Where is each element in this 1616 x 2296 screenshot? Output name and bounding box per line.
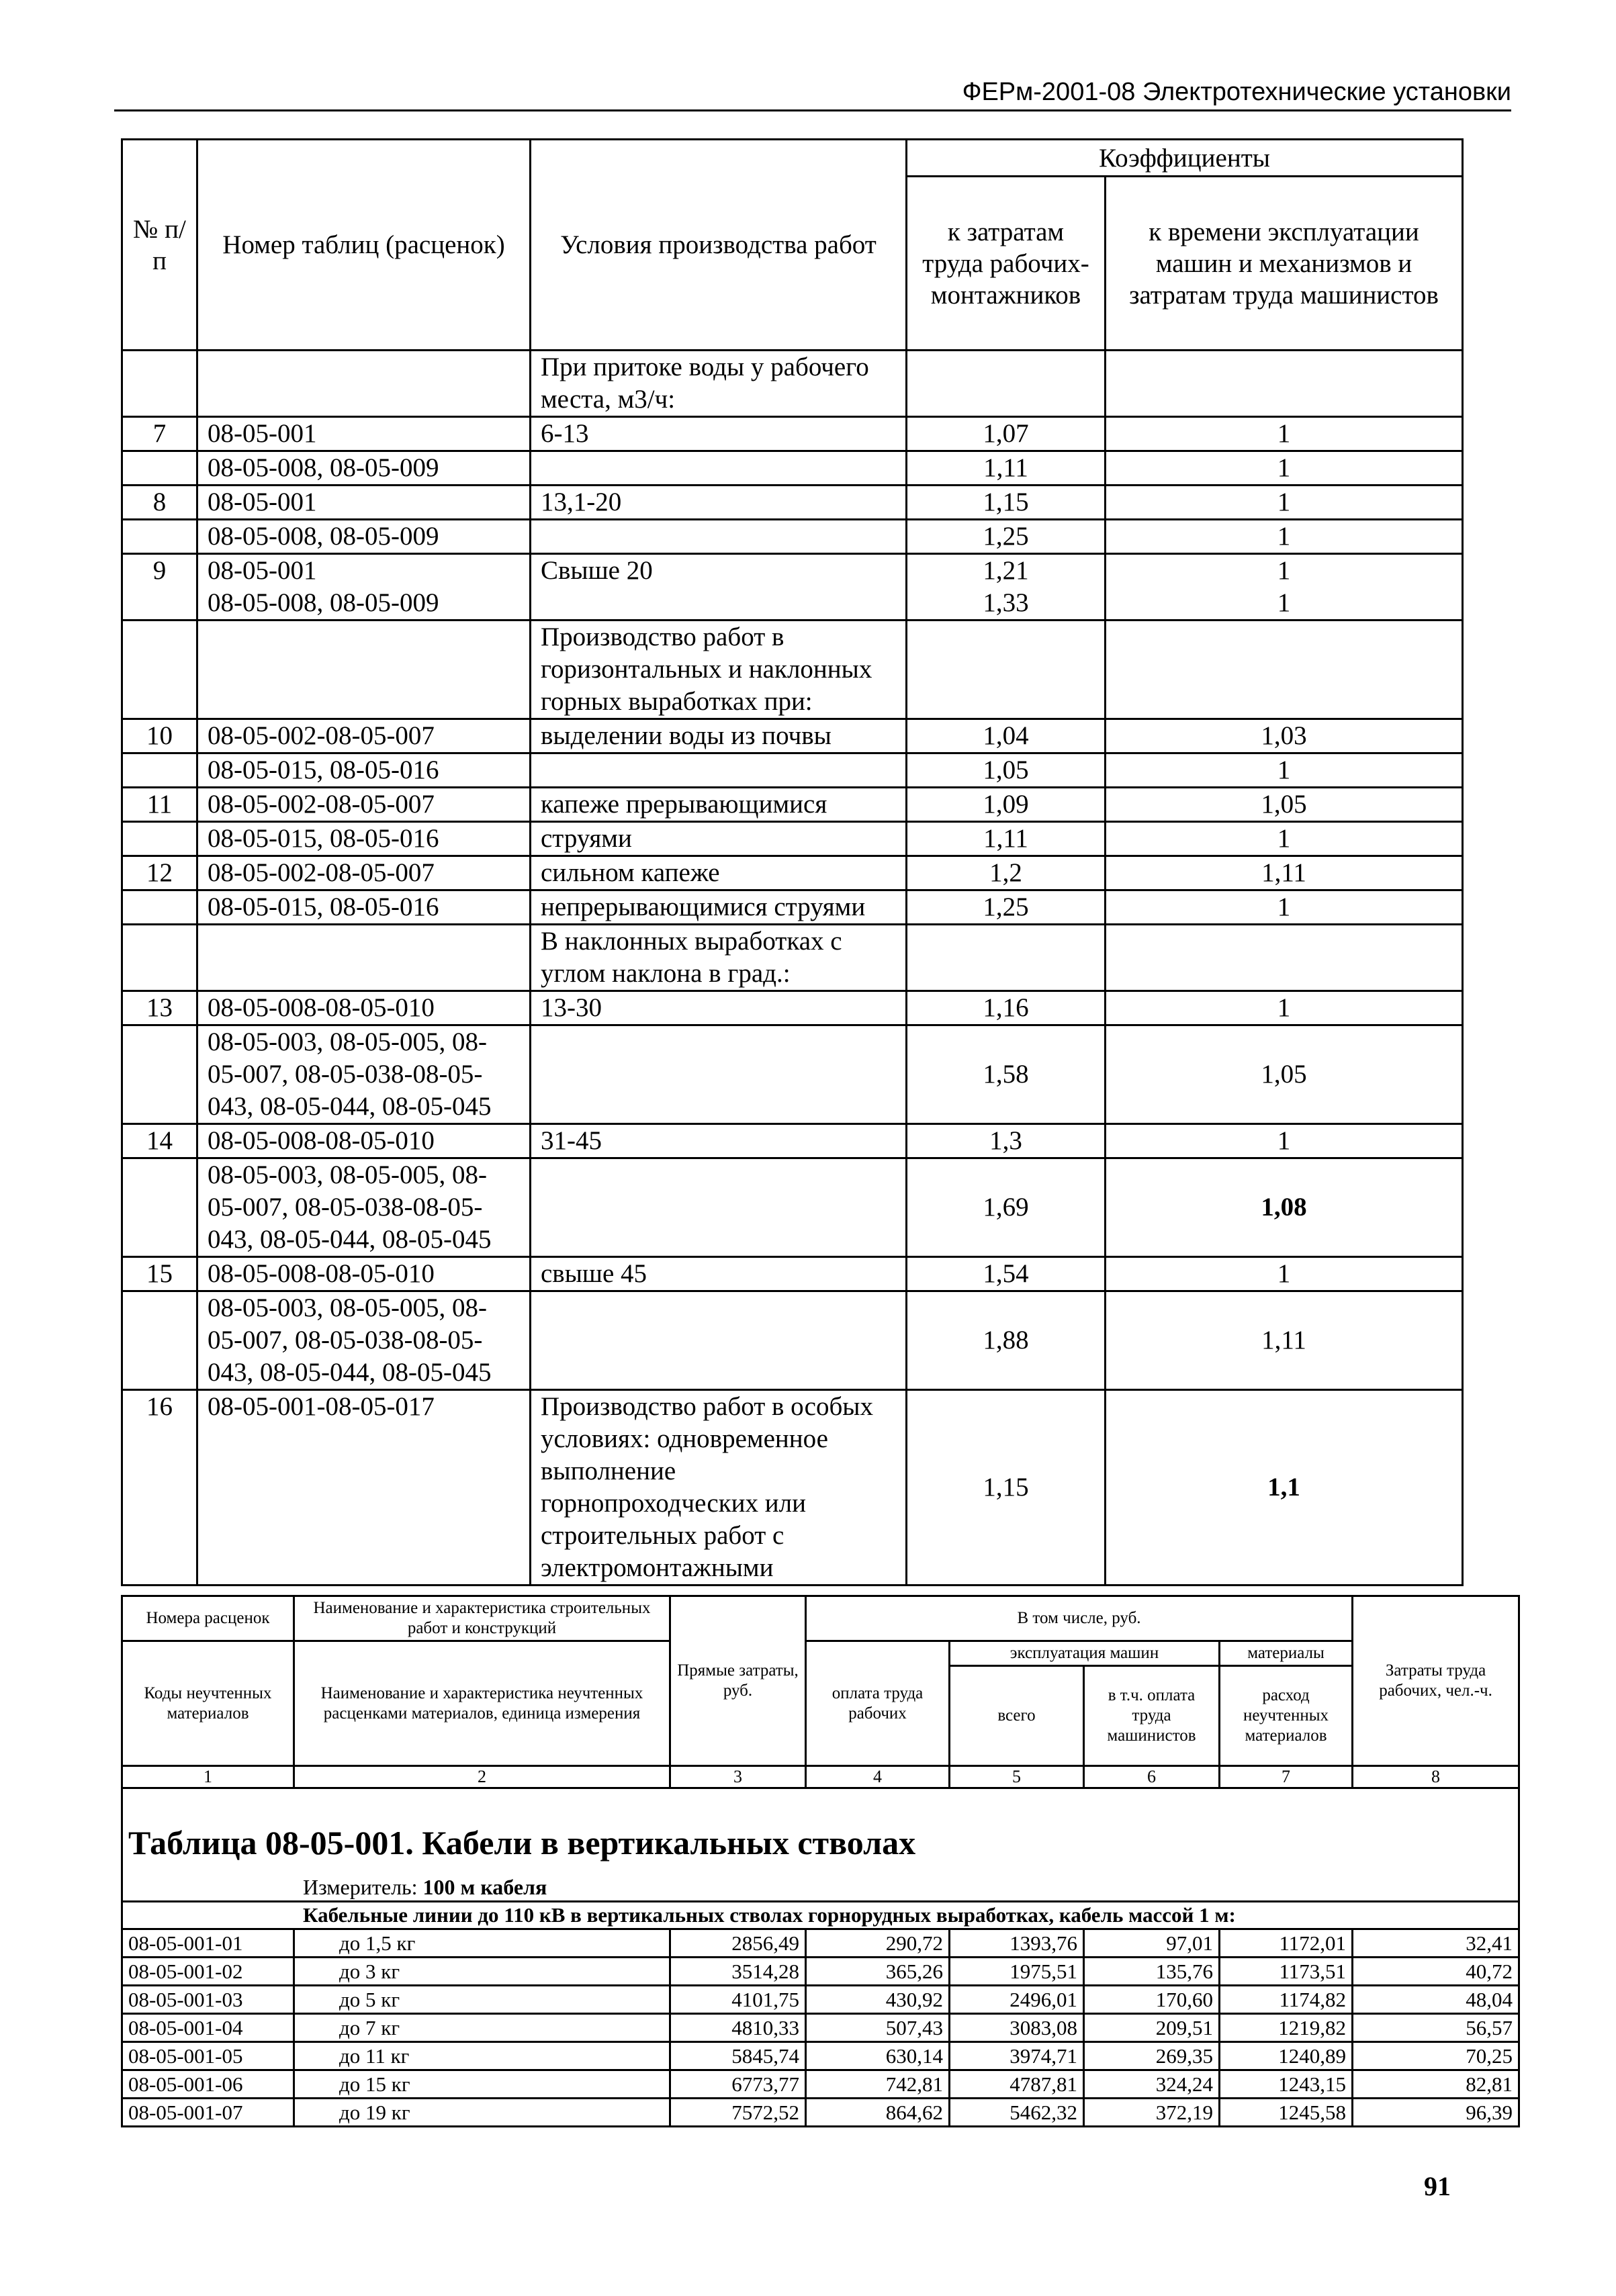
header-incl-operators: в т.ч. оплата труда машинистов [1084,1666,1220,1766]
column-numbers-row: 1 2 3 4 5 6 7 8 [122,1766,1519,1788]
group-row [122,351,1463,417]
header-conditions: Условия производства работ [531,140,907,351]
header-codes: Номера расценок [122,1596,294,1641]
group-horizontal: Производство работ в горизонтальных и наклонных горных выработках при: [531,621,907,719]
header-total: всего [950,1666,1084,1766]
table-row: 7 08-05-001 6-13 1,07 1 [122,417,1463,451]
table-row: 08-05-008, 08-05-009 1,25 1 [122,520,1463,554]
table-row: 08-05-001-03 до 5 кг 4101,75 430,92 2496,01 170,60 1174,82 48,04 [122,1986,1519,2014]
running-header: ФЕРм-2001-08 Электротехнические установки [114,78,1511,111]
header-machines: эксплуатация машин [950,1641,1220,1666]
table-row: 08-05-001-06 до 15 кг 6773,77 742,81 4787,81 324,24 1243,15 82,81 [122,2070,1519,2099]
header-num: № п/п [122,140,197,351]
header-labor: к затратам труда рабочих-монтажников [907,177,1106,351]
table-row: 08-05-003, 08-05-005, 08-05-007, 08-05-038-08-05-043, 08-05-044, 08-05-045 1,88 1,11 [122,1291,1463,1390]
table-row: 08-05-001-04 до 7 кг 4810,33 507,43 3083,08 209,51 1219,82 56,57 [122,2014,1519,2042]
header-including: В том числе, руб. [806,1596,1353,1641]
table-row: 08-05-001-02 до 3 кг 3514,28 365,26 1975,51 135,76 1173,51 40,72 [122,1958,1519,1986]
header-materials-consumption: расход неучтенных материалов [1220,1666,1353,1766]
table-row: 08-05-008, 08-05-009 1,11 1 [122,451,1463,486]
table-row: 08-05-015, 08-05-016 непрерывающимися струями 1,25 1 [122,890,1463,925]
table-row: 9 08-05-001 08-05-008, 08-05-009 Свыше 20 1,21 1,33 1 1 [122,554,1463,621]
table-row: 08-05-003, 08-05-005, 08-05-007, 08-05-038-08-05-043, 08-05-044, 08-05-045 1,69 1,08 [122,1158,1463,1257]
table-section-row [122,1788,1519,1902]
group-inclined: В наклонных выработках с углом наклона в град.: [531,925,907,991]
header-wages: оплата труда рабочих [806,1641,950,1766]
table-row: 08-05-001-07 до 19 кг 7572,52 864,62 5462,32 372,19 1245,58 96,39 [122,2099,1519,2127]
table-row: 16 08-05-001-08-05-017 Производство работ в особых условиях: одновременное выполнение горнопроходческих или строительных работ с электромонтажными 1,15 1,1 [122,1390,1463,1586]
header-unaccounted-codes: Коды неучтенных материалов [122,1641,294,1766]
header-coefficients: Коэффициенты [907,140,1463,177]
coefficients-table [121,138,1464,1586]
header-direct: Прямые затраты, руб. [670,1596,806,1766]
group-water: При притоке воды у рабочего места, м3/ч: [531,351,907,417]
table-row: 11 08-05-002-08-05-007 капеже прерывающимися 1,09 1,05 [122,788,1463,822]
table-row: 08-05-003, 08-05-005, 08-05-007, 08-05-038-08-05-043, 08-05-044, 08-05-045 1,58 1,05 [122,1025,1463,1124]
table-title: Таблица 08-05-001. Кабели в вертикальных стволах [128,1824,916,1862]
header-machines: к времени эксплуатации машин и механизмов и затратам труда машинистов [1106,177,1463,351]
price-table [121,1595,1520,2127]
header-tables: Номер таблиц (расценок) [197,140,531,351]
table-row: 08-05-001-05 до 11 кг 5845,74 630,14 3974,71 269,35 1240,89 70,25 [122,2042,1519,2070]
subheading: Кабельные линии до 110 кВ в вертикальных стволах горнорудных выработках, кабель массой 1 м: [122,1902,1519,1929]
table-row: 13 08-05-008-08-05-010 13-30 1,16 1 [122,991,1463,1025]
header-name: Наименование и характеристика строительных работ и конструкций [294,1596,670,1641]
group-row [122,621,1463,719]
group-row [122,925,1463,991]
header-labor-costs: Затраты труда рабочих, чел.-ч. [1353,1596,1519,1766]
page-number: 91 [1424,2171,1451,2201]
table-row: 08-05-001-01 до 1,5 кг 2856,49 290,72 1393,76 97,01 1172,01 32,41 [122,1929,1519,1958]
table-row: 08-05-015, 08-05-016 1,05 1 [122,753,1463,788]
table-row: 8 08-05-001 13,1-20 1,15 1 [122,486,1463,520]
table-row: 15 08-05-008-08-05-010 свыше 45 1,54 1 [122,1257,1463,1291]
header-unaccounted-name: Наименование и характеристика неучтенных расценками материалов, единица измерения [294,1641,670,1766]
table-row: 10 08-05-002-08-05-007 выделении воды из почвы 1,04 1,03 [122,719,1463,753]
table-row: 14 08-05-008-08-05-010 31-45 1,3 1 [122,1124,1463,1158]
table-row: 08-05-015, 08-05-016 струями 1,11 1 [122,822,1463,856]
header-materials: материалы [1220,1641,1353,1666]
table-row: 12 08-05-002-08-05-007 сильном капеже 1,2 1,11 [122,856,1463,890]
subheading-row [122,1902,1519,1929]
meter-line: Измеритель: 100 м кабеля [303,1875,547,1899]
